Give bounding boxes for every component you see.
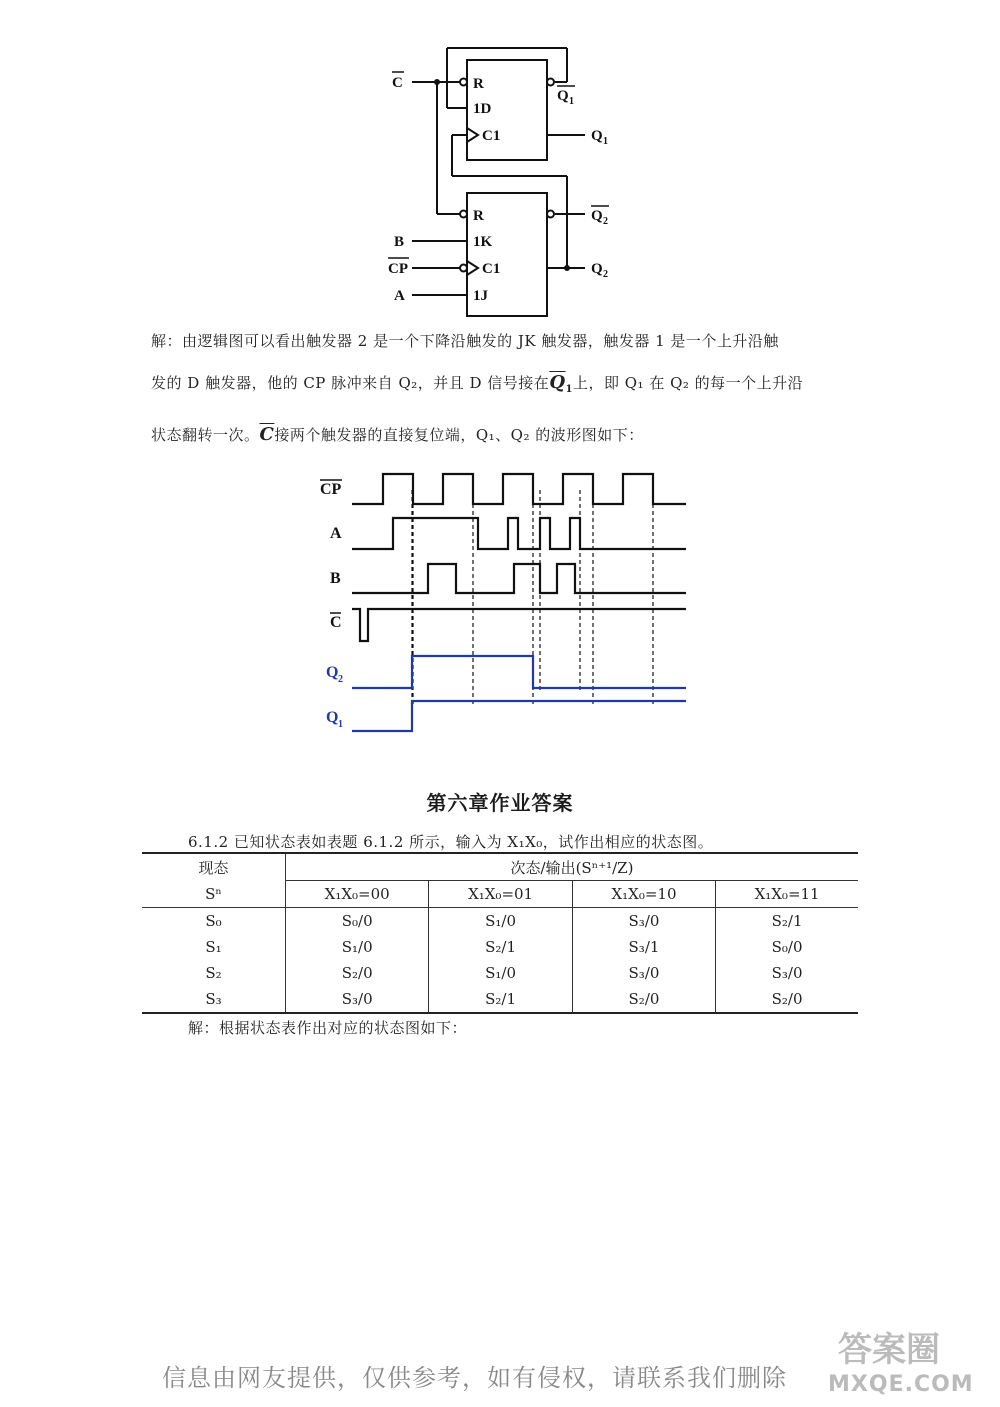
input-header-10: X₁X₀=10 <box>572 881 715 908</box>
c-bar-waveform <box>352 609 686 641</box>
table-cell: S₂/0 <box>572 986 715 1013</box>
table-cell: S₃/0 <box>572 960 715 986</box>
solution-line-1: 解：由逻辑图可以看出触发器 2 是一个下降沿触发的 JK 触发器，触发器 1 是一个上升沿触 <box>151 332 779 350</box>
q2-label-sub: 2 <box>338 674 343 685</box>
input-header-00: X₁X₀=00 <box>286 881 429 908</box>
table-cell: S₃/0 <box>572 908 715 935</box>
logic-circuit-diagram <box>0 0 1000 320</box>
c-bar-label: C <box>330 614 342 631</box>
ff1-d-pin: 1D <box>473 101 492 117</box>
table-cell: S₂/0 <box>716 986 858 1013</box>
q1-output-label: Q <box>591 128 603 144</box>
input-header-11: X₁X₀=11 <box>716 881 858 908</box>
b-label: B <box>330 570 341 587</box>
q1-waveform <box>352 701 686 731</box>
input-cp-label: CP <box>388 261 408 277</box>
q1-sub: 1 <box>603 136 608 147</box>
c-bar-inline: $\overline{C}$ <box>259 424 275 445</box>
row-state: S₀ <box>205 912 222 930</box>
input-header-01: X₁X₀=01 <box>429 881 572 908</box>
table-cell: S₀/0 <box>716 934 858 960</box>
table-cell: S₁/0 <box>429 960 572 986</box>
ff2-k-pin: 1K <box>473 234 493 250</box>
timing-diagram <box>0 460 1000 750</box>
b-waveform <box>352 564 686 593</box>
next-state-output-header: 次态/输出(Sⁿ⁺¹/Z) <box>286 853 859 881</box>
solution-line-2 <box>151 372 803 395</box>
ff2-j-pin: 1J <box>473 288 488 304</box>
table-cell: S₁/0 <box>429 908 572 935</box>
table-cell: S₀/0 <box>286 908 429 935</box>
solution-line-2-b: 上，即 Q₁ 在 Q₂ 的每一个上升沿 <box>572 374 804 392</box>
table-cell: S₂/1 <box>429 986 572 1013</box>
solution-line-3-a: 状态翻转一次。 <box>151 426 260 444</box>
table-row <box>142 934 858 960</box>
q1-bar-inline-sub: 1 <box>565 384 573 395</box>
q1-label: Q <box>326 709 339 726</box>
table-row <box>142 908 858 935</box>
table-cell: S₂/1 <box>716 908 858 935</box>
q2-waveform <box>352 656 686 688</box>
q2-label: Q <box>326 664 339 681</box>
table-cell: S₃/0 <box>286 986 429 1013</box>
a-label: A <box>330 525 342 542</box>
q1-bar-inline: $\overline{Q}$ <box>549 372 566 393</box>
table-row <box>142 986 858 1013</box>
ff2-clock-pin: C1 <box>482 261 501 277</box>
problem-statement: 6.1.2 已知状态表如表题 6.1.2 所示，输入为 X₁X₀，试作出相应的状态图。 <box>188 833 714 851</box>
solution-line-2-a: 发的 D 触发器，他的 CP 脉冲来自 Q₂，并且 D 信号接在 <box>151 374 550 392</box>
table-cell: S₂/1 <box>429 934 572 960</box>
row-state: S₂ <box>205 964 222 982</box>
disclaimer-footer: 信息由网友提供，仅供参考，如有侵权，请联系我们删除 <box>162 1364 787 1392</box>
table-cell: S₂/0 <box>286 960 429 986</box>
table-row <box>142 960 858 986</box>
c-bar-input-label: C <box>392 75 403 91</box>
q2-bar-sub: 2 <box>603 216 608 227</box>
watermark-url: MXQE.COM <box>828 1372 974 1397</box>
watermark-logo: 答案圈 <box>838 1330 940 1370</box>
state-diagram-answer: 解：根据状态表作出对应的状态图如下： <box>188 1019 468 1037</box>
ff1-r-pin: R <box>473 76 484 92</box>
col-present-state-header: 现态 <box>198 858 229 877</box>
cp-bar-waveform <box>352 474 686 504</box>
chapter-title: 第六章作业答案 <box>426 791 574 815</box>
solution-line-3-b: 接两个触发器的直接复位端，Q₁、Q₂ 的波形图如下： <box>274 426 644 444</box>
table-cell: S₃/0 <box>716 960 858 986</box>
row-state: S₃ <box>205 990 222 1008</box>
ff2-r-pin: R <box>473 208 484 224</box>
state-table <box>142 852 858 1014</box>
q2-bar-output-label: Q <box>591 208 603 224</box>
q1-bar-sub: 1 <box>569 96 574 107</box>
solution-line-3 <box>151 424 644 445</box>
q2-sub: 2 <box>603 269 608 280</box>
state-table-container <box>142 852 858 1014</box>
input-a-label: A <box>394 288 405 304</box>
table-cell: S₃/1 <box>572 934 715 960</box>
q1-label-sub: 1 <box>338 719 343 730</box>
q1-bar-output-label: Q <box>557 88 569 104</box>
cp-bar-label: CP <box>320 481 342 498</box>
input-b-label: B <box>394 234 405 250</box>
table-cell: S₁/0 <box>286 934 429 960</box>
q2-output-label: Q <box>591 261 603 277</box>
a-waveform <box>352 518 686 549</box>
ff1-clock-pin: C1 <box>482 128 501 144</box>
col-present-state-symbol: Sⁿ <box>205 884 222 903</box>
row-state: S₁ <box>205 938 222 956</box>
